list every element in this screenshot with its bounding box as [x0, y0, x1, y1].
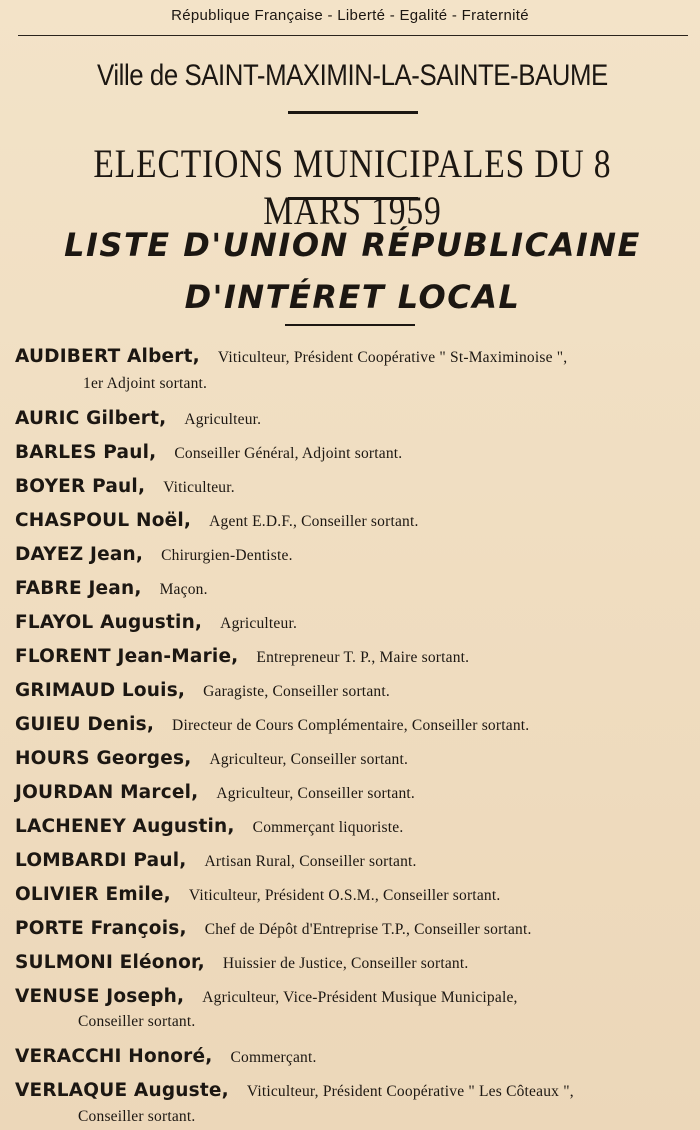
candidate-description: Chef de Dépôt d'Entreprise T.P., Conseiller sortant.	[204, 921, 532, 938]
candidate-description: Agriculteur, Conseiller sortant.	[216, 785, 415, 802]
candidate-description: Agent E.D.F., Conseiller sortant.	[209, 513, 419, 530]
candidate-description: Viticulteur, Président Coopérative " St-Maximinoise ",	[217, 349, 568, 366]
candidate-row	[15, 510, 419, 531]
candidate-name: AUDIBERT Albert,	[15, 346, 200, 367]
candidate-description: Conseiller Général, Adjoint sortant.	[174, 445, 403, 462]
candidate-description: Directeur de Cours Complémentaire, Conseiller sortant.	[172, 717, 530, 734]
candidate-description: Agriculteur.	[220, 615, 298, 632]
election-title: ELECTIONS MUNICIPALES DU 8 MARS 1959	[93, 141, 612, 233]
candidate-name: FLAYOL Augustin,	[15, 612, 203, 633]
candidate-description: Artisan Rural, Conseiller sortant.	[204, 853, 417, 870]
candidate-row	[15, 1046, 317, 1067]
candidate-description: Commerçant.	[230, 1049, 317, 1066]
candidate-name: JOURDAN Marcel,	[15, 782, 199, 803]
candidate-name: DAYEZ Jean,	[15, 544, 144, 565]
candidate-row	[15, 476, 235, 497]
candidate-row	[15, 884, 500, 905]
candidate-row	[15, 816, 403, 837]
candidate-row	[15, 612, 297, 633]
candidate-row	[15, 986, 518, 1007]
candidate-row	[15, 748, 408, 769]
candidate-name: VERACCHI Honoré,	[15, 1046, 213, 1067]
republic-motto: République Française - Liberté - Egalité - Fraternité	[171, 7, 529, 24]
candidate-description-continuation: Conseiller sortant.	[78, 1013, 196, 1030]
candidate-row	[15, 918, 532, 939]
candidate-description: Huissier de Justice, Conseiller sortant.	[222, 955, 469, 972]
candidate-name: CHASPOUL Noël,	[15, 510, 192, 531]
candidate-row	[15, 646, 469, 667]
candidate-row	[15, 442, 402, 463]
candidate-row	[15, 408, 261, 429]
candidate-name: BOYER Paul,	[15, 476, 146, 497]
candidate-row	[15, 782, 415, 803]
candidate-name: SULMONI Eléonor,	[15, 952, 205, 973]
candidate-description: Viticulteur.	[163, 479, 235, 496]
list-title-line-1: LISTE D'UNION RÉPUBLICAINE	[64, 226, 641, 264]
candidate-description: Viticulteur, Président O.S.M., Conseiller sortant.	[188, 887, 501, 904]
candidate-description: Entrepreneur T. P., Maire sortant.	[256, 649, 470, 666]
candidate-description: Commerçant liquoriste.	[252, 819, 404, 836]
candidate-name: LACHENEY Augustin,	[15, 816, 235, 837]
candidate-name: PORTE François,	[15, 918, 187, 939]
candidate-row	[15, 680, 390, 701]
candidate-name: HOURS Georges,	[15, 748, 192, 769]
candidate-row	[15, 544, 293, 565]
candidate-row	[15, 1080, 574, 1101]
candidate-row	[15, 850, 417, 871]
candidate-row	[15, 346, 567, 367]
candidate-row	[15, 578, 208, 599]
candidate-name: LOMBARDI Paul,	[15, 850, 187, 871]
candidate-description: Viticulteur, Président Coopérative " Les Côteaux ",	[246, 1083, 574, 1100]
candidate-name: GRIMAUD Louis,	[15, 680, 186, 701]
city-title: Ville de SAINT-MAXIMIN-LA-SAINTE-BAUME	[97, 59, 608, 92]
candidate-description: Agriculteur, Vice-Président Musique Municipale,	[202, 989, 518, 1006]
candidate-description: Chirurgien-Dentiste.	[161, 547, 293, 564]
candidate-name: AURIC Gilbert,	[15, 408, 167, 429]
candidate-description: Agriculteur.	[184, 411, 262, 428]
candidate-row	[15, 714, 529, 735]
candidate-name: OLIVIER Emile,	[15, 884, 171, 905]
candidate-row	[15, 952, 468, 973]
candidate-name: VERLAQUE Auguste,	[15, 1080, 229, 1101]
candidate-description-continuation: 1er Adjoint sortant.	[83, 375, 208, 392]
candidate-name: FABRE Jean,	[15, 578, 142, 599]
candidate-description-continuation: Conseiller sortant.	[78, 1108, 196, 1125]
candidate-description: Maçon.	[159, 581, 208, 598]
candidate-name: FLORENT Jean-Marie,	[15, 646, 239, 667]
candidate-description: Garagiste, Conseiller sortant.	[203, 683, 390, 700]
candidate-description: Agriculteur, Conseiller sortant.	[209, 751, 409, 768]
list-title-line-2: D'INTÉRET LOCAL	[184, 278, 521, 316]
candidate-name: GUIEU Denis,	[15, 714, 155, 735]
candidate-name: VENUSE Joseph,	[15, 986, 185, 1007]
candidate-name: BARLES Paul,	[15, 442, 157, 463]
